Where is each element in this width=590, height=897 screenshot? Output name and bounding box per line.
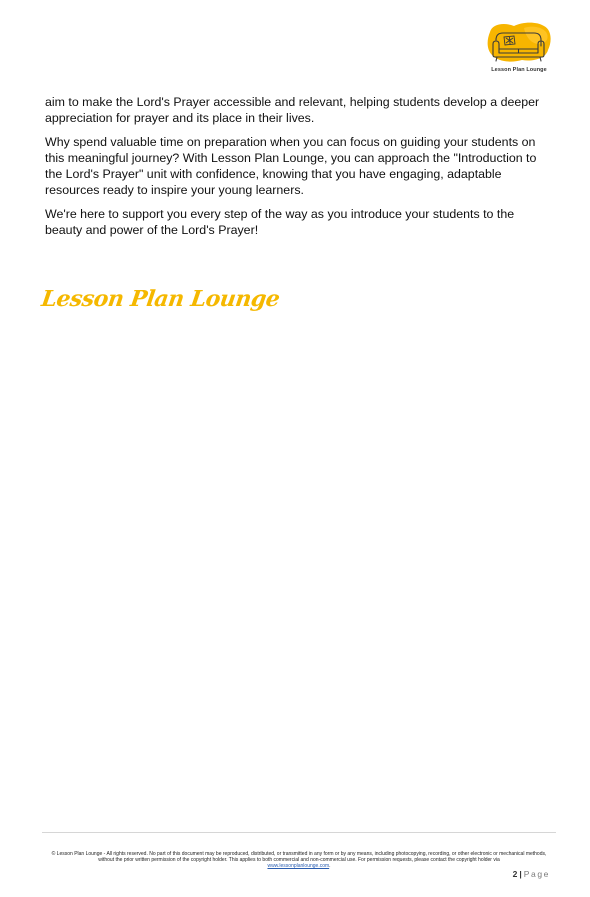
signature-text: Lesson Plan Lounge [39, 286, 282, 312]
website-link[interactable]: www.lessonplanlounge.com [267, 863, 330, 870]
link-suffix: . [329, 863, 331, 870]
logo-caption: Lesson Plan Lounge [491, 67, 547, 73]
paragraph: aim to make the Lord's Prayer accessible and relevant, helping students develop a deeper appreciation for prayer and its place in their lives. [45, 95, 540, 125]
page-number [513, 869, 550, 879]
copyright-notice [48, 851, 550, 870]
signature [39, 282, 282, 322]
couch-icon [484, 22, 554, 66]
copyright-text: © Lesson Plan Lounge - All rights reserved. No part of this document may be reproduced, distributed, or transmitted in any form or by any means, including photocopying, recording, or other electronic or mechanical methods, without the prior written permission of the copyright holder. This applies to both commercial and non-commercial use. For permission requests, please contact the copyright holder via [51, 851, 547, 864]
paragraph: We're here to support you every step of the way as you introduce your students to the beauty and power of the Lord's Prayer! [45, 207, 515, 237]
page-separator: | [519, 869, 522, 879]
body-text [45, 94, 550, 246]
paragraph: Why spend valuable time on preparation when you can focus on guiding your students on this meaningful journey? With Lesson Plan Lounge, you can approach the "Introduction to the Lord's Prayer" unit with confidence, knowing that you have engaging, adaptable resources ready to inspire your young learners. [45, 135, 537, 197]
signature-graphic [39, 282, 282, 322]
page-label: Page [523, 869, 550, 879]
footer-divider [42, 832, 556, 833]
brand-logo [484, 22, 554, 76]
page-number-value: 2 [512, 869, 518, 879]
